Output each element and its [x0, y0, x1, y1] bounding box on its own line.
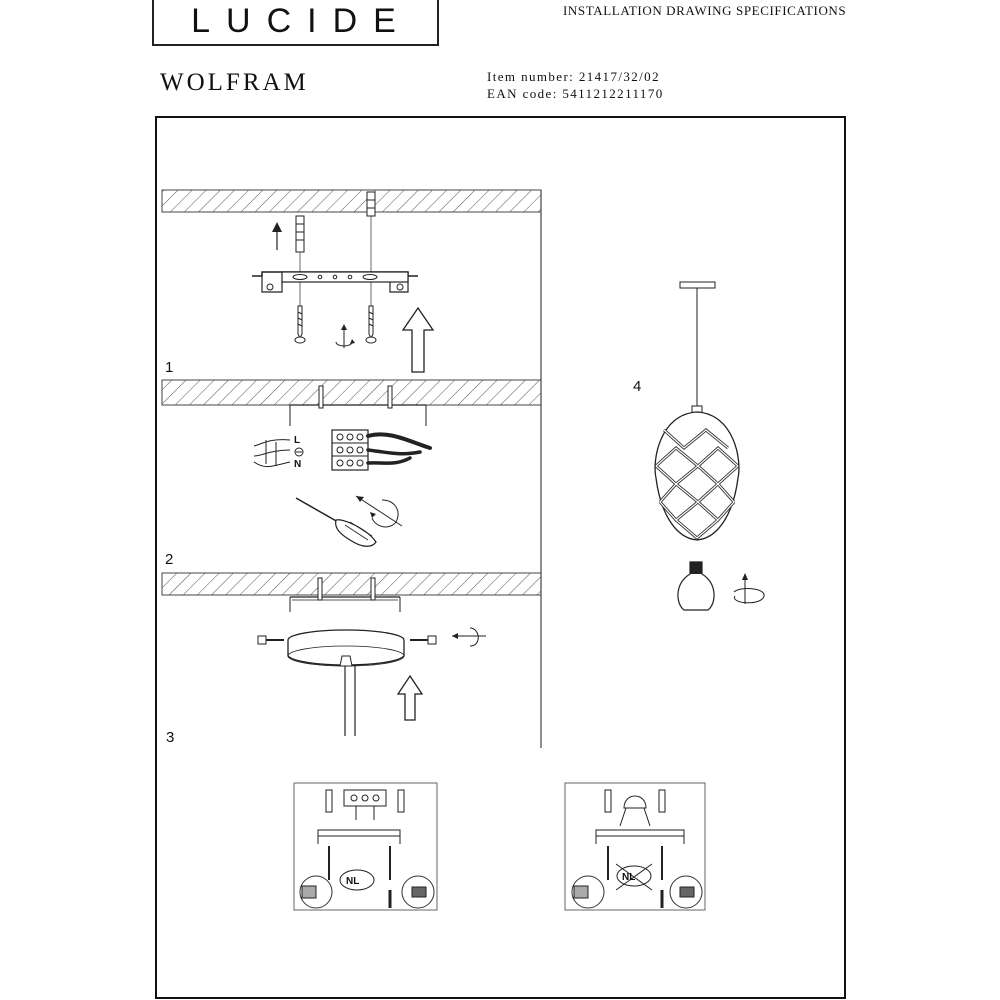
pendant-shade-icon — [655, 412, 739, 540]
live-label: L — [294, 435, 301, 446]
light-bulb-icon — [678, 562, 714, 610]
rotate-clockwise-icon — [734, 573, 764, 604]
document-type-title: INSTALLATION DRAWING SPECIFICATIONS — [563, 3, 847, 18]
wall-plug-icon — [296, 216, 304, 252]
ceiling-hatch-3 — [162, 573, 541, 595]
inset-diagram-right — [565, 783, 705, 910]
wall-plug-icon — [367, 192, 375, 216]
side-screw-icon — [258, 636, 284, 644]
large-arrow-up-icon — [403, 308, 433, 372]
large-arrow-up-icon — [398, 676, 422, 720]
rotate-clockwise-icon — [356, 496, 402, 527]
screw-icon — [366, 306, 376, 343]
ceiling-plate-icon — [680, 282, 715, 288]
item-number: Item number: 21417/32/02 — [487, 69, 660, 84]
lamp-cable — [368, 434, 430, 448]
step-3-diagram — [162, 573, 541, 746]
product-name: WOLFRAM — [160, 69, 309, 96]
mounting-bracket-icon — [252, 272, 418, 292]
arrow-up-icon — [272, 222, 282, 250]
step-1-number: 1 — [165, 359, 174, 376]
screwdriver-icon — [296, 498, 376, 546]
ceiling-wires-icon — [254, 440, 290, 467]
step-3-number: 3 — [166, 729, 175, 746]
step-4-diagram — [633, 282, 764, 610]
screw-icon — [295, 306, 305, 343]
terminal-block-icon — [332, 430, 368, 470]
inset-diagram-left — [294, 783, 437, 910]
step-2-number: 2 — [165, 551, 174, 568]
step-1-diagram — [162, 190, 541, 376]
ean-code: EAN code: 5411212211170 — [487, 86, 664, 101]
inset-left-badge: NL — [346, 876, 360, 887]
step-2-diagram — [162, 380, 541, 568]
rotate-clockwise-icon — [336, 324, 355, 348]
neutral-label: N — [294, 459, 302, 470]
rotate-clockwise-icon — [452, 628, 486, 646]
ceiling-hatch-1 — [162, 190, 541, 212]
ceiling-hatch-2 — [162, 380, 541, 405]
side-screw-icon — [410, 636, 436, 644]
brand-logo: LUCIDE — [191, 2, 412, 40]
inset-right-badge: NL — [622, 872, 636, 883]
step-4-number: 4 — [633, 378, 642, 395]
ceiling-canopy-icon — [288, 630, 404, 666]
